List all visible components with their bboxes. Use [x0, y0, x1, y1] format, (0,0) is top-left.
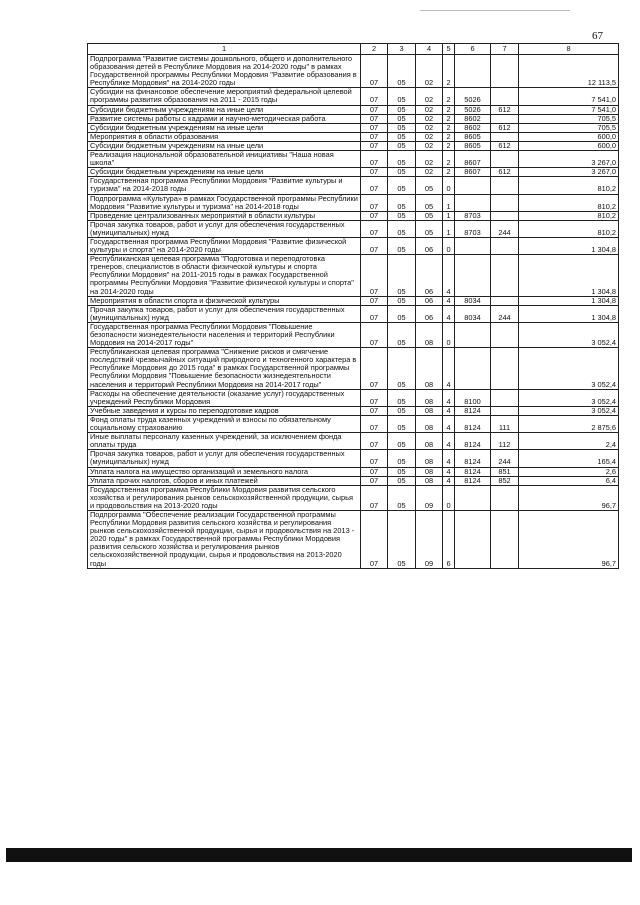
- program-cell: 1: [443, 194, 455, 211]
- ved-cell: 07: [361, 114, 388, 123]
- expense-type-cell: [491, 510, 519, 568]
- expense-type-cell: 244: [491, 450, 519, 467]
- table-row: [88, 237, 619, 254]
- table-row: [88, 450, 619, 467]
- target-article-cell: [455, 194, 491, 211]
- ved-cell: 07: [361, 88, 388, 105]
- target-article-cell: [455, 177, 491, 194]
- target-article-cell: 8124: [455, 406, 491, 415]
- ved-cell: 07: [361, 415, 388, 432]
- table-row: [88, 168, 619, 177]
- ved-cell: 07: [361, 322, 388, 347]
- table-row: [88, 88, 619, 105]
- sum-cell: 600,0: [519, 132, 619, 141]
- section-cell: 05: [388, 305, 416, 322]
- row-name-cell: Республиканская целевая программа "Подготовка и переподготовка тренеров, специалистов в области физической культуры и спорта Республики Мордовия" на 2011-2015 годы в рамках Государственной программы Республики Мордовия "Развитие физической культуры и спорта" на 2014-2020 годы: [88, 255, 361, 296]
- section-cell: 05: [388, 510, 416, 568]
- target-article-cell: [455, 348, 491, 389]
- ved-cell: 07: [361, 123, 388, 132]
- table-row: [88, 476, 619, 485]
- subsection-cell: 08: [416, 348, 443, 389]
- row-name-cell: Развитие системы работы с кадрами и научно-методическая работа: [88, 114, 361, 123]
- section-cell: 05: [388, 415, 416, 432]
- expense-type-cell: [491, 348, 519, 389]
- ved-cell: 07: [361, 305, 388, 322]
- section-cell: 05: [388, 168, 416, 177]
- section-cell: 05: [388, 389, 416, 406]
- expense-type-cell: 852: [491, 476, 519, 485]
- target-article-cell: 5026: [455, 88, 491, 105]
- row-name-cell: Субсидии бюджетным учреждениям на иные цели: [88, 105, 361, 114]
- ved-cell: 07: [361, 510, 388, 568]
- sum-cell: 1 304,8: [519, 255, 619, 296]
- row-name-cell: Субсидии бюджетным учреждениям на иные цели: [88, 123, 361, 132]
- table-row: [88, 123, 619, 132]
- row-name-cell: Государственная программа Республики Мордовия "Повышение безопасности жизнедеятельности населения и территорий Республики Мордовия на 2014-2017 годы": [88, 322, 361, 347]
- program-cell: 2: [443, 168, 455, 177]
- program-cell: 4: [443, 467, 455, 476]
- table-row: [88, 141, 619, 150]
- program-cell: 2: [443, 132, 455, 141]
- subsection-cell: 06: [416, 237, 443, 254]
- row-name-cell: Реализация национальной образовательной инициативы "Наша новая школа": [88, 151, 361, 168]
- row-name-cell: Прочая закупка товаров, работ и услуг для обеспечения государственных (муниципальных) нужд: [88, 450, 361, 467]
- target-article-cell: 8703: [455, 211, 491, 220]
- program-cell: 4: [443, 348, 455, 389]
- program-cell: 4: [443, 433, 455, 450]
- expense-type-cell: [491, 211, 519, 220]
- program-cell: 2: [443, 141, 455, 150]
- header-cell: 2: [361, 44, 388, 55]
- table-row: [88, 406, 619, 415]
- budget-table: [87, 43, 619, 569]
- subsection-cell: 05: [416, 211, 443, 220]
- subsection-cell: 05: [416, 177, 443, 194]
- table-row: [88, 296, 619, 305]
- section-cell: 05: [388, 55, 416, 88]
- sum-cell: 3 267,0: [519, 168, 619, 177]
- expense-type-cell: 112: [491, 433, 519, 450]
- row-name-cell: Уплата налога на имущество организаций и земельного налога: [88, 467, 361, 476]
- subsection-cell: 08: [416, 389, 443, 406]
- ved-cell: 07: [361, 485, 388, 510]
- ved-cell: 07: [361, 168, 388, 177]
- program-cell: 4: [443, 389, 455, 406]
- table-body: [88, 55, 619, 569]
- program-cell: 4: [443, 305, 455, 322]
- row-name-cell: Субсидии на финансовое обеспечение мероприятий федеральной целевой программы развития образования на 2011 - 2015 годы: [88, 88, 361, 105]
- expense-type-cell: [491, 114, 519, 123]
- row-name-cell: Расходы на обеспечение деятельности (оказание услуг) государственных учреждений Республики Мордовия: [88, 389, 361, 406]
- section-cell: 05: [388, 211, 416, 220]
- subsection-cell: 06: [416, 305, 443, 322]
- section-cell: 05: [388, 88, 416, 105]
- expense-type-cell: [491, 151, 519, 168]
- page-number: 67: [592, 30, 603, 42]
- ved-cell: 07: [361, 450, 388, 467]
- sum-cell: 12 113,5: [519, 55, 619, 88]
- sum-cell: 3 052,4: [519, 322, 619, 347]
- target-article-cell: [455, 237, 491, 254]
- sum-cell: 165,4: [519, 450, 619, 467]
- target-article-cell: 8034: [455, 296, 491, 305]
- target-article-cell: 8100: [455, 389, 491, 406]
- sum-cell: 1 304,8: [519, 237, 619, 254]
- program-cell: 1: [443, 220, 455, 237]
- sum-cell: 600,0: [519, 141, 619, 150]
- sum-cell: 1 304,8: [519, 296, 619, 305]
- expense-type-cell: 244: [491, 220, 519, 237]
- subsection-cell: 02: [416, 132, 443, 141]
- section-cell: 05: [388, 151, 416, 168]
- header-row: [88, 44, 619, 55]
- ved-cell: 07: [361, 255, 388, 296]
- subsection-cell: 08: [416, 467, 443, 476]
- row-name-cell: Государственная программа Республики Мордовия "Развитие физической культуры и спорта" на 2014-2020 годы: [88, 237, 361, 254]
- row-name-cell: Фонд оплаты труда казенных учреждений и взносы по обязательному социальному страхованию: [88, 415, 361, 432]
- program-cell: 4: [443, 255, 455, 296]
- expense-type-cell: 244: [491, 305, 519, 322]
- expense-type-cell: 612: [491, 123, 519, 132]
- subsection-cell: 05: [416, 194, 443, 211]
- row-name-cell: Мероприятия в области спорта и физической культуры: [88, 296, 361, 305]
- section-cell: 05: [388, 348, 416, 389]
- section-cell: 05: [388, 194, 416, 211]
- sum-cell: 705,5: [519, 114, 619, 123]
- sum-cell: 96,7: [519, 485, 619, 510]
- table-row: [88, 211, 619, 220]
- table-row: [88, 415, 619, 432]
- sum-cell: 3 052,4: [519, 389, 619, 406]
- target-article-cell: 8034: [455, 305, 491, 322]
- subsection-cell: 02: [416, 114, 443, 123]
- ved-cell: 07: [361, 151, 388, 168]
- ved-cell: 07: [361, 141, 388, 150]
- ved-cell: 07: [361, 105, 388, 114]
- subsection-cell: 02: [416, 141, 443, 150]
- table-row: [88, 255, 619, 296]
- sum-cell: 705,5: [519, 123, 619, 132]
- sum-cell: 6,4: [519, 476, 619, 485]
- program-cell: 4: [443, 450, 455, 467]
- target-article-cell: [455, 510, 491, 568]
- table-row: [88, 132, 619, 141]
- section-cell: 05: [388, 255, 416, 296]
- subsection-cell: 09: [416, 485, 443, 510]
- subsection-cell: 08: [416, 433, 443, 450]
- subsection-cell: 02: [416, 168, 443, 177]
- ved-cell: 07: [361, 406, 388, 415]
- scan-edge-bar: [6, 848, 632, 862]
- subsection-cell: 02: [416, 55, 443, 88]
- section-cell: 05: [388, 296, 416, 305]
- subsection-cell: 05: [416, 220, 443, 237]
- subsection-cell: 08: [416, 322, 443, 347]
- program-cell: 2: [443, 114, 455, 123]
- row-name-cell: Подпрограмма "Развитие системы дошкольного, общего и дополнительного образования детей в Республике Мордовия на 2014-2020 годы" в рамках Государственной программы Республики Мордовия "Развитие образования в Республике Мордовия" на 2014-2020 годы: [88, 55, 361, 88]
- program-cell: 6: [443, 510, 455, 568]
- ved-cell: 07: [361, 220, 388, 237]
- table-row: [88, 348, 619, 389]
- section-cell: 05: [388, 114, 416, 123]
- sum-cell: 2,4: [519, 433, 619, 450]
- sum-cell: 3 052,4: [519, 348, 619, 389]
- section-cell: 05: [388, 406, 416, 415]
- ved-cell: 07: [361, 55, 388, 88]
- ved-cell: 07: [361, 194, 388, 211]
- table-row: [88, 220, 619, 237]
- subsection-cell: 02: [416, 151, 443, 168]
- section-cell: 05: [388, 450, 416, 467]
- row-name-cell: Субсидии бюджетным учреждениям на иные цели: [88, 168, 361, 177]
- sum-cell: 3 267,0: [519, 151, 619, 168]
- target-article-cell: 8607: [455, 151, 491, 168]
- ved-cell: 07: [361, 177, 388, 194]
- sum-cell: 2,6: [519, 467, 619, 476]
- program-cell: 0: [443, 322, 455, 347]
- table-row: [88, 114, 619, 123]
- row-name-cell: Подпрограмма "Обеспечение реализации Государственной программы Республики Мордовия развития сельского хозяйства и регулирования рынков сельскохозяйственной продукции, сырья и продовольствия на 2013 - 2020 годы" в рамках Государственной программы Республики Мордовия развития сельского хозяйства и регулирования рынков сельскохозяйственной продукции, сырья и продовольствия на 2013-2020 годы: [88, 510, 361, 568]
- sum-cell: 96,7: [519, 510, 619, 568]
- target-article-cell: [455, 255, 491, 296]
- expense-type-cell: [491, 255, 519, 296]
- row-name-cell: Государственная программа Республики Мордовия "Развитие культуры и туризма" на 2014-2018 годы: [88, 177, 361, 194]
- program-cell: 2: [443, 105, 455, 114]
- header-cell: 7: [491, 44, 519, 55]
- target-article-cell: [455, 55, 491, 88]
- row-name-cell: Подпрограмма «Культура» в рамках Государственной программы Республики Мордовия "Развитие культуры и туризма" на 2014-2018 годы: [88, 194, 361, 211]
- section-cell: 05: [388, 220, 416, 237]
- row-name-cell: Государственная программа Республики Мордовия развития сельского хозяйства и регулирования рынков сельскохозяйственной продукции, сырья и продовольствия на 2013-2020 годы: [88, 485, 361, 510]
- section-cell: 05: [388, 237, 416, 254]
- expense-type-cell: [491, 237, 519, 254]
- target-article-cell: 8124: [455, 476, 491, 485]
- program-cell: 0: [443, 177, 455, 194]
- expense-type-cell: [491, 55, 519, 88]
- row-name-cell: Республиканская целевая программа "Снижение рисков и смягчение последствий чрезвычайных ситуаций природного и техногенного характера в Республике Мордовия до 2015 года" в рамках Государственной программы Республики Мордовия "Повышение безопасности жизнедеятельности населения и территорий Республики Мордовия на 2014-2017 годы": [88, 348, 361, 389]
- subsection-cell: 09: [416, 510, 443, 568]
- ved-cell: 07: [361, 211, 388, 220]
- sum-cell: 810,2: [519, 177, 619, 194]
- expense-type-cell: 612: [491, 168, 519, 177]
- ved-cell: 07: [361, 348, 388, 389]
- ved-cell: 07: [361, 296, 388, 305]
- header-cell: 1: [88, 44, 361, 55]
- expense-type-cell: 612: [491, 105, 519, 114]
- row-name-cell: Иные выплаты персоналу казенных учреждений, за исключением фонда оплаты труда: [88, 433, 361, 450]
- row-name-cell: Прочая закупка товаров, работ и услуг для обеспечения государственных (муниципальных) нужд: [88, 220, 361, 237]
- table-row: [88, 389, 619, 406]
- expense-type-cell: [491, 194, 519, 211]
- table-row: [88, 151, 619, 168]
- expense-type-cell: [491, 88, 519, 105]
- table-row: [88, 105, 619, 114]
- section-cell: 05: [388, 105, 416, 114]
- sum-cell: 1 304,8: [519, 305, 619, 322]
- expense-type-cell: [491, 296, 519, 305]
- target-article-cell: 8124: [455, 467, 491, 476]
- table-row: [88, 433, 619, 450]
- target-article-cell: 8605: [455, 141, 491, 150]
- table-row: [88, 305, 619, 322]
- section-cell: 05: [388, 433, 416, 450]
- ved-cell: 07: [361, 132, 388, 141]
- program-cell: 2: [443, 151, 455, 168]
- expense-type-cell: 612: [491, 141, 519, 150]
- sum-cell: 7 541,0: [519, 88, 619, 105]
- header-cell: 8: [519, 44, 619, 55]
- section-cell: 05: [388, 476, 416, 485]
- subsection-cell: 06: [416, 255, 443, 296]
- sum-cell: 7 541,0: [519, 105, 619, 114]
- ved-cell: 07: [361, 467, 388, 476]
- program-cell: 2: [443, 55, 455, 88]
- top-rule: [420, 10, 570, 11]
- section-cell: 05: [388, 132, 416, 141]
- sum-cell: 810,2: [519, 211, 619, 220]
- ved-cell: 07: [361, 389, 388, 406]
- table-row: [88, 55, 619, 88]
- program-cell: 2: [443, 88, 455, 105]
- row-name-cell: Учебные заведения и курсы по переподготовке кадров: [88, 406, 361, 415]
- section-cell: 05: [388, 141, 416, 150]
- expense-type-cell: 111: [491, 415, 519, 432]
- expense-type-cell: [491, 389, 519, 406]
- target-article-cell: [455, 322, 491, 347]
- program-cell: 0: [443, 237, 455, 254]
- program-cell: 0: [443, 485, 455, 510]
- subsection-cell: 08: [416, 450, 443, 467]
- target-article-cell: [455, 485, 491, 510]
- program-cell: 4: [443, 476, 455, 485]
- header-cell: 6: [455, 44, 491, 55]
- target-article-cell: 8602: [455, 114, 491, 123]
- ved-cell: 07: [361, 237, 388, 254]
- subsection-cell: 02: [416, 105, 443, 114]
- table-row: [88, 467, 619, 476]
- ved-cell: 07: [361, 433, 388, 450]
- table-row: [88, 194, 619, 211]
- expense-type-cell: [491, 177, 519, 194]
- ved-cell: 07: [361, 476, 388, 485]
- target-article-cell: 8703: [455, 220, 491, 237]
- row-name-cell: Уплата прочих налогов, сборов и иных платежей: [88, 476, 361, 485]
- target-article-cell: 8607: [455, 168, 491, 177]
- program-cell: 4: [443, 415, 455, 432]
- target-article-cell: 5026: [455, 105, 491, 114]
- section-cell: 05: [388, 177, 416, 194]
- sum-cell: 3 052,4: [519, 406, 619, 415]
- table-row: [88, 510, 619, 568]
- row-name-cell: Проведение централизованных мероприятий в области культуры: [88, 211, 361, 220]
- subsection-cell: 02: [416, 88, 443, 105]
- subsection-cell: 06: [416, 296, 443, 305]
- header-cell: 4: [416, 44, 443, 55]
- table-row: [88, 485, 619, 510]
- row-name-cell: Субсидии бюджетным учреждениям на иные цели: [88, 141, 361, 150]
- sum-cell: 2 875,6: [519, 415, 619, 432]
- header-cell: 3: [388, 44, 416, 55]
- subsection-cell: 08: [416, 476, 443, 485]
- section-cell: 05: [388, 485, 416, 510]
- section-cell: 05: [388, 123, 416, 132]
- header-cell: 5: [443, 44, 455, 55]
- row-name-cell: Мероприятия в области образования: [88, 132, 361, 141]
- expense-type-cell: 851: [491, 467, 519, 476]
- subsection-cell: 08: [416, 415, 443, 432]
- target-article-cell: 8605: [455, 132, 491, 141]
- expense-type-cell: [491, 406, 519, 415]
- section-cell: 05: [388, 322, 416, 347]
- row-name-cell: Прочая закупка товаров, работ и услуг для обеспечения государственных (муниципальных) нужд: [88, 305, 361, 322]
- expense-type-cell: [491, 322, 519, 347]
- target-article-cell: 8124: [455, 433, 491, 450]
- table-row: [88, 177, 619, 194]
- table-row: [88, 322, 619, 347]
- subsection-cell: 08: [416, 406, 443, 415]
- program-cell: 4: [443, 296, 455, 305]
- program-cell: 1: [443, 211, 455, 220]
- expense-type-cell: [491, 485, 519, 510]
- expense-type-cell: [491, 132, 519, 141]
- target-article-cell: 8124: [455, 450, 491, 467]
- target-article-cell: 8124: [455, 415, 491, 432]
- section-cell: 05: [388, 467, 416, 476]
- sum-cell: 810,2: [519, 194, 619, 211]
- sum-cell: 810,2: [519, 220, 619, 237]
- target-article-cell: 8602: [455, 123, 491, 132]
- program-cell: 2: [443, 123, 455, 132]
- subsection-cell: 02: [416, 123, 443, 132]
- program-cell: 4: [443, 406, 455, 415]
